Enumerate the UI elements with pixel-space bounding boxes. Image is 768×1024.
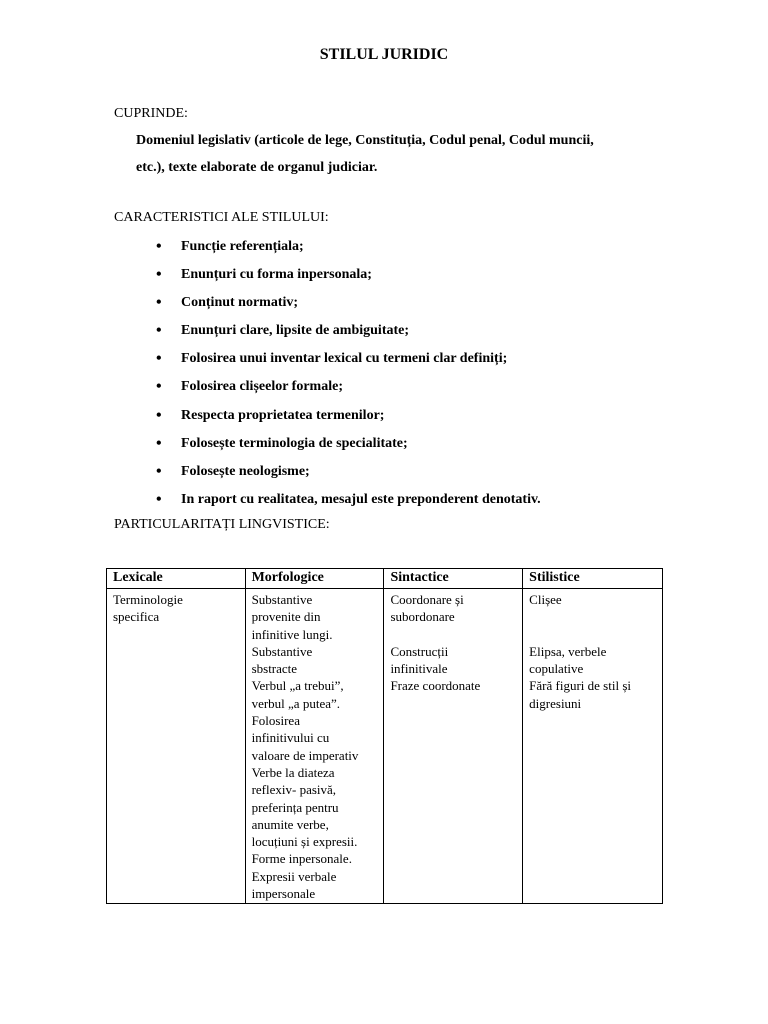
cell-line: verbul „a putea”. bbox=[251, 695, 341, 711]
list-item: • Folosirea clișeelor formale; bbox=[156, 378, 541, 406]
column-header-stilistice: Stilistice bbox=[523, 569, 663, 589]
section-heading-caracteristici: CARACTERISTICI ALE STILULUI: bbox=[114, 210, 329, 225]
cell-line: Forme inpersonale. bbox=[251, 851, 352, 867]
cell-line: digresiuni bbox=[529, 695, 582, 711]
column-header-sintactice: Sintactice bbox=[384, 569, 523, 589]
table-header-row bbox=[107, 569, 663, 589]
cell-line: Elipsa, verbele bbox=[529, 643, 607, 659]
cell-gap bbox=[529, 608, 656, 625]
cell-line: provenite din bbox=[251, 609, 321, 625]
section-heading-particularitati: PARTICULARITAȚI LINGVISTICE: bbox=[114, 517, 330, 532]
cell-line: infinitivale bbox=[390, 661, 448, 677]
cell-line: specifica bbox=[113, 609, 160, 625]
cell-line: sbstracte bbox=[251, 661, 298, 677]
cell-line: Terminologie bbox=[113, 592, 183, 607]
cell-line: Construcții bbox=[390, 643, 449, 659]
list-item: • Enunțuri cu forma inpersonala; bbox=[156, 266, 541, 294]
cell-line: Clișee bbox=[529, 592, 562, 607]
cell-line: Substantive bbox=[251, 643, 313, 659]
particularitati-table bbox=[106, 568, 663, 904]
list-item: • Enunțuri clare, lipsite de ambiguitate; bbox=[156, 322, 541, 350]
cuprinde-text-line-1: Domeniul legislativ (articole de lege, Constituția, Codul penal, Codul muncii, bbox=[136, 133, 594, 148]
column-header-morfologice: Morfologice bbox=[245, 569, 384, 589]
cell-lexicale bbox=[107, 589, 246, 904]
cell-line: Verbul „a trebui”, bbox=[251, 678, 344, 694]
section-heading-cuprinde: CUPRINDE: bbox=[114, 106, 188, 121]
list-item: • Funcție referențiala; bbox=[156, 238, 541, 266]
cell-line: Folosirea bbox=[251, 713, 300, 729]
list-item: • Folosirea unui inventar lexical cu termeni clar definiți; bbox=[156, 350, 541, 378]
cell-line: Verbe la diateza bbox=[251, 764, 335, 780]
cell-line: anumite verbe, bbox=[251, 816, 329, 832]
cell-line: copulative bbox=[529, 661, 584, 677]
column-header-lexicale: Lexicale bbox=[107, 569, 246, 589]
cell-line: Coordonare și bbox=[390, 592, 464, 607]
cell-line: subordonare bbox=[390, 609, 455, 625]
cell-line: preferința pentru bbox=[251, 799, 339, 815]
cell-stilistice bbox=[523, 589, 663, 904]
list-item: • Folosește neologisme; bbox=[156, 463, 541, 491]
list-item: • Respecta proprietatea termenilor; bbox=[156, 407, 541, 435]
cell-line: impersonale bbox=[251, 886, 316, 902]
page-title: STILUL JURIDIC bbox=[319, 46, 449, 63]
cell-gap bbox=[390, 626, 516, 643]
cell-gap bbox=[529, 626, 656, 643]
cell-line: Expresii verbale bbox=[251, 868, 337, 884]
list-item: • Folosește terminologia de specialitate; bbox=[156, 435, 541, 463]
cell-line: reflexiv- pasivă, bbox=[251, 782, 337, 798]
list-item: • In raport cu realitatea, mesajul este preponderent denotativ. bbox=[156, 491, 541, 519]
cell-line: infinitivului cu bbox=[251, 730, 330, 746]
cell-line: infinitive lungi. bbox=[251, 626, 333, 642]
cell-line: Fără figuri de stil și bbox=[529, 678, 631, 694]
caracteristici-list bbox=[156, 238, 541, 519]
cell-line: Fraze coordonate bbox=[390, 678, 481, 694]
cell-line: Substantive bbox=[251, 592, 313, 607]
list-item: • Conținut normativ; bbox=[156, 294, 541, 322]
cell-morfologice bbox=[245, 589, 384, 904]
table-row bbox=[107, 589, 663, 904]
cell-line: locuțiuni și expresii. bbox=[251, 834, 358, 850]
cell-sintactice bbox=[384, 589, 523, 904]
cell-line: valoare de imperativ bbox=[251, 747, 359, 763]
cuprinde-text-line-2: etc.), texte elaborate de organul judiciar. bbox=[136, 160, 378, 175]
